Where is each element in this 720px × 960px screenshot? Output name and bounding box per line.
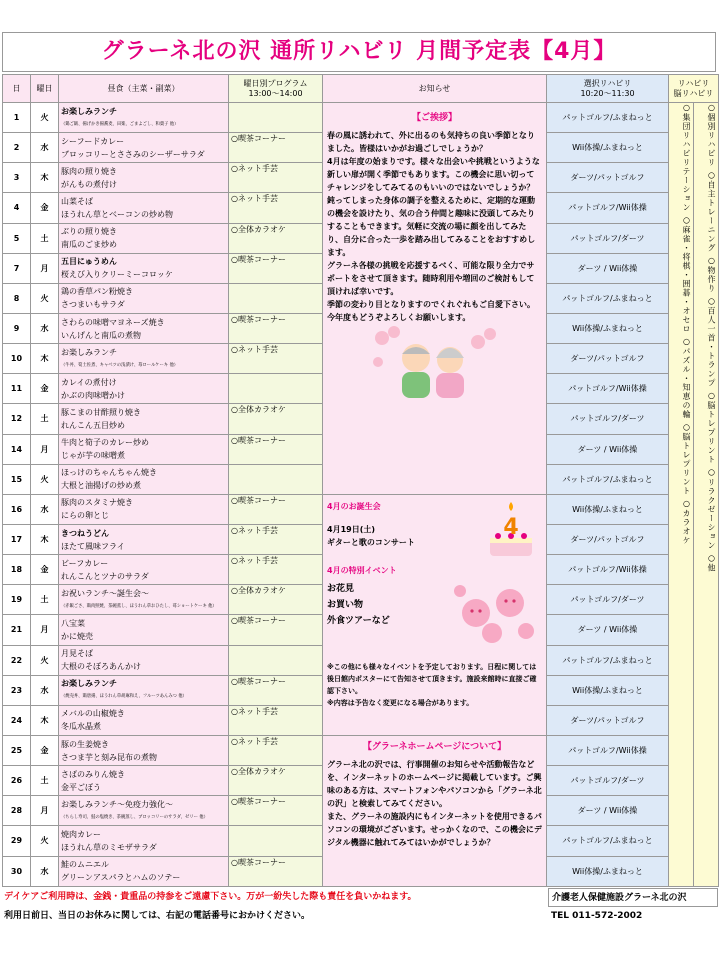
meal-cell — [59, 585, 229, 615]
day-number: 7 — [3, 253, 31, 283]
weekday: 水 — [31, 856, 59, 886]
program-cell: ○ネット手芸 — [229, 555, 323, 585]
meal-cell — [59, 856, 229, 886]
program-cell: ○ネット手芸 — [229, 735, 323, 765]
weekday: 月 — [31, 615, 59, 645]
program-cell: ○喫茶コーナー — [229, 675, 323, 705]
weekday: 金 — [31, 555, 59, 585]
select-rehab-cell: パットゴルフ/ダーツ — [547, 766, 669, 796]
meal-cell — [59, 766, 229, 796]
meal-cell — [59, 283, 229, 313]
weekday: 金 — [31, 735, 59, 765]
schedule-row — [3, 103, 719, 133]
program-cell: ○ネット手芸 — [229, 344, 323, 374]
main-dish: 豚の生姜焼き — [61, 739, 109, 749]
meal-cell — [59, 434, 229, 464]
event-note — [327, 661, 542, 709]
header-program-time: 13:00～14:00 — [248, 88, 303, 98]
select-rehab-cell: パットゴルフ/ふまねっと — [547, 283, 669, 313]
day-number: 29 — [3, 826, 31, 856]
meal-cell — [59, 705, 229, 735]
side-dish: 金平ごぼう — [61, 782, 101, 792]
birthday-desc: ギターと歌のコンサート — [327, 537, 415, 547]
select-rehab-cell: パットゴルフ/ダーツ — [547, 404, 669, 434]
program-cell: ○全体カラオケ — [229, 585, 323, 615]
side-dish: れんこん五目炒め — [61, 420, 125, 430]
program-cell — [229, 826, 323, 856]
side-dish: さつま芋と刻み昆布の煮物 — [61, 752, 157, 762]
facility-phone: TEL 011-572-2002 — [551, 911, 643, 921]
event-list — [327, 581, 390, 649]
side-dish: ほうれん草とベーコンの炒め物 — [61, 209, 173, 219]
meal-cell — [59, 223, 229, 253]
greeting-line: 鈍ってしまった身体の調子を整えるために、定期的な運動の機会を設けたり、気の合う仲間と趣味に没頭してみたりすることもできます。気軽に交流の場に顔を出してみたり、自分に合った一歩を踏み出してみることをおすすめします。 — [327, 196, 536, 257]
page-title: グラーネ北の沢 通所リハビリ 月間予定表【4月】 — [2, 32, 716, 72]
weekday: 火 — [31, 826, 59, 856]
footer-contact-note: 利用日前日、当日のお休みに関しては、右記の電話番号におかけください。 — [4, 911, 311, 921]
header-rehab2-label: 脳リハビリ — [673, 88, 714, 98]
weekday: 火 — [31, 283, 59, 313]
side-dish: 大根のそぼろあんかけ — [61, 662, 141, 672]
header-program-label: 曜日別プログラム — [243, 78, 308, 88]
side-dish: ほたて風味フライ — [61, 541, 125, 551]
meal-cell — [59, 796, 229, 826]
main-dish: シーフードカレー — [61, 136, 125, 146]
day-number: 21 — [3, 615, 31, 645]
main-dish: お楽しみランチ — [61, 106, 117, 116]
day-number: 4 — [3, 193, 31, 223]
main-dish: 豚肉の照り焼き — [61, 166, 117, 176]
program-cell: ○喫茶コーナー — [229, 615, 323, 645]
weekday: 金 — [31, 193, 59, 223]
select-rehab-cell: Wii体操/ふまねっと — [547, 313, 669, 343]
select-rehab-cell: パットゴルフ/Wii体操 — [547, 735, 669, 765]
events-notice — [323, 494, 547, 735]
main-dish: 焼肉カレー — [61, 829, 101, 839]
meal-cell — [59, 103, 229, 133]
rehab-list-2: ○個別リハビリ ○自主トレーニング ○物作り ○百人一首・トランプ ○脳トレプリント ○リラクゼーション ○他 — [694, 103, 719, 887]
event-note-line: ※内容は予告なく変更になる場合があります。 — [327, 698, 474, 707]
main-dish: 鮭のムニエル — [61, 860, 109, 870]
select-rehab-cell: パットゴルフ/ふまねっと — [547, 464, 669, 494]
program-cell: ○喫茶コーナー — [229, 434, 323, 464]
side-dish: 冬瓜水晶煮 — [61, 722, 101, 732]
weekday: 水 — [31, 675, 59, 705]
rehab-list-1: ○集団リハビリテーション ○麻雀・将棋・囲碁・オセロ ○パズル・知恵の輪 ○脳トレプリント ○カラオケ — [669, 103, 694, 887]
side-dish: グリーンアスパラとハムのソテー — [61, 873, 181, 883]
select-rehab-cell: パットゴルフ/ふまねっと — [547, 645, 669, 675]
meal-cell — [59, 675, 229, 705]
day-number: 19 — [3, 585, 31, 615]
program-cell: ○ネット手芸 — [229, 705, 323, 735]
event-note-line: ※この他にも様々なイベントを予定しております。日程に関しては後日館内ポスターにて告知させて頂きます。施設来館時に直接ご確認下さい。 — [327, 662, 537, 695]
day-number: 25 — [3, 735, 31, 765]
greeting-line: 季節の変わり目となりますのでくれぐれもご自愛下さい。 — [327, 300, 535, 309]
side-dish: 桜えび入りクリーミーコロッケ — [61, 270, 173, 280]
header-program — [229, 75, 323, 103]
program-cell: ○喫茶コーナー — [229, 313, 323, 343]
main-dish: 五目にゅうめん — [61, 257, 117, 267]
facility-name: 介護老人保健施設グラーネ北の沢 — [548, 888, 718, 907]
day-number: 24 — [3, 705, 31, 735]
select-rehab-cell: パットゴルフ/ダーツ — [547, 585, 669, 615]
program-cell: ○喫茶コーナー — [229, 253, 323, 283]
meal-cell — [59, 313, 229, 343]
schedule-row — [3, 735, 719, 765]
meal-cell — [59, 555, 229, 585]
side-dish: さつまいもサラダ — [61, 300, 125, 310]
birthday-cake-illustration — [480, 498, 542, 562]
select-rehab-cell: パットゴルフ/ふまねっと — [547, 826, 669, 856]
select-rehab-cell: パットゴルフ/Wii体操 — [547, 193, 669, 223]
weekday: 水 — [31, 133, 59, 163]
meal-cell — [59, 193, 229, 223]
birthday-number-candle: 4 — [503, 514, 519, 540]
weekday: 水 — [31, 313, 59, 343]
weekday: 火 — [31, 103, 59, 133]
program-cell: ○喫茶コーナー — [229, 494, 323, 524]
main-dish: 豚こまの甘酢照り焼き — [61, 407, 141, 417]
homepage-body — [327, 758, 542, 849]
weekday: 木 — [31, 705, 59, 735]
main-dish: 八宝菜 — [61, 618, 85, 628]
meal-cell — [59, 464, 229, 494]
side-dish: （赤飯ごさ、鶏肉照焼、茶碗蒸し、ほうれん草おひたし、苺ショートケーキ 他） — [61, 603, 217, 609]
sakura-illustration — [446, 577, 542, 649]
main-dish: お楽しみランチ — [61, 347, 117, 357]
side-dish: じゃが芋の味噌煮 — [61, 451, 125, 461]
weekday: 火 — [31, 464, 59, 494]
side-dish: （焼売丼、鶏唐揚、ほうれん草胡麻和え、フルーツあんみつ 他） — [61, 694, 187, 700]
event-item: お花見 — [327, 583, 355, 594]
meal-cell — [59, 735, 229, 765]
greeting-line: グラーネ各様の挑戦を応援するべく、可能な限り全力でサポートをさせて頂きます。随時利用や増回のご検討もして頂ければ幸いです。 — [327, 261, 535, 296]
select-rehab-cell: Wii体操/ふまねっと — [547, 675, 669, 705]
weekday: 水 — [31, 494, 59, 524]
side-dish: 南瓜のごま炒め — [61, 240, 117, 250]
weekday: 火 — [31, 645, 59, 675]
select-rehab-cell: ダーツ/パットゴルフ — [547, 163, 669, 193]
schedule-row — [3, 494, 719, 524]
weekday: 金 — [31, 374, 59, 404]
side-dish: いんげんと南瓜の煮物 — [61, 330, 141, 340]
day-number: 5 — [3, 223, 31, 253]
header-meal: 昼食（主菜・副菜） — [59, 75, 229, 103]
event-item: お買い物 — [327, 599, 364, 610]
side-dish: かに焼売 — [61, 631, 93, 641]
weekday: 木 — [31, 163, 59, 193]
weekday: 土 — [31, 223, 59, 253]
select-rehab-cell: ダーツ / Wii体操 — [547, 253, 669, 283]
meal-cell — [59, 826, 229, 856]
greeting-body — [327, 129, 542, 324]
day-number: 9 — [3, 313, 31, 343]
program-cell: ○全体カラオケ — [229, 766, 323, 796]
day-number: 30 — [3, 856, 31, 886]
day-number: 18 — [3, 555, 31, 585]
day-number: 28 — [3, 796, 31, 826]
select-rehab-cell: ダーツ / Wii体操 — [547, 796, 669, 826]
weekday: 月 — [31, 796, 59, 826]
main-dish: さわらの味噌マヨネーズ焼き — [61, 317, 165, 327]
main-dish: お楽しみランチ～免疫力強化～ — [61, 799, 173, 809]
main-dish: ほっけのちゃんちゃん焼き — [61, 468, 157, 478]
meal-cell — [59, 163, 229, 193]
meal-cell — [59, 253, 229, 283]
main-dish: カレイの煮付け — [61, 377, 117, 387]
meal-cell — [59, 404, 229, 434]
header-select-label: 選択リハビリ — [583, 78, 632, 88]
event-title: 4月の特別イベント — [327, 565, 397, 575]
side-dish: （鶏ご飯、揚げかき揚蕎麦、田楽、ごまよごし、和菓子 他） — [61, 121, 179, 127]
program-cell: ○ネット手芸 — [229, 193, 323, 223]
greeting-line: 4月は年度の始まりです。様々な出会いや挑戦というような新しい扉が開く季節でもあります。この機会に思い切ってチャレンジをしてみてるのもいいのではないでしょうか？ — [327, 157, 540, 192]
day-number: 15 — [3, 464, 31, 494]
select-rehab-cell: Wii体操/ふまねっと — [547, 133, 669, 163]
meal-cell — [59, 615, 229, 645]
homepage-notice — [323, 735, 547, 886]
day-number: 17 — [3, 524, 31, 554]
select-rehab-cell: ダーツ/パットゴルフ — [547, 524, 669, 554]
main-dish: 鶏の香草パン粉焼き — [61, 287, 133, 297]
program-cell — [229, 464, 323, 494]
side-dish: （牛丼、筍土佐煮、キャベツの浅漬け、苺ロールケーキ 他） — [61, 362, 179, 368]
weekday: 木 — [31, 344, 59, 374]
event-item: 外食ツアーなど — [327, 615, 390, 626]
greeting-line: 春の風に誘われて、外に出るのも気持ちの良い季節となりました。皆様はいかがお過ごしでしょうか？ — [327, 131, 535, 153]
footer-warning: デイケアご利用時は、金銭・貴重品の持参をご遠慮下さい。万が一紛失した際も責任を負いかねます。 — [4, 892, 417, 902]
main-dish: お祝いランチ～誕生会～ — [61, 588, 149, 598]
side-dish: ブロッコリーとささみのシーザーサラダ — [61, 149, 205, 159]
day-number: 10 — [3, 344, 31, 374]
side-dish: がんもの煮付け — [61, 179, 117, 189]
day-number: 12 — [3, 404, 31, 434]
main-dish: 牛肉と筍子のカレー炒め — [61, 438, 149, 448]
side-dish: れんこんとツナのサラダ — [61, 571, 149, 581]
day-number: 11 — [3, 374, 31, 404]
header-weekday: 曜日 — [31, 75, 59, 103]
meal-cell — [59, 344, 229, 374]
day-number: 22 — [3, 645, 31, 675]
select-rehab-cell: パットゴルフ/Wii体操 — [547, 374, 669, 404]
homepage-line: また、グラーネの施設内にもインターネットを使用できるパソコンの環境がございます。せっかくなので、この機会にデジタル機器に触れてみてはいかがでしょうか？ — [327, 811, 542, 847]
meal-cell — [59, 524, 229, 554]
main-dish: さばのみりん焼き — [61, 769, 125, 779]
meal-cell — [59, 645, 229, 675]
side-dish: ほうれん草のミモザサラダ — [61, 842, 157, 852]
header-select-time: 10:20～11:30 — [580, 88, 635, 98]
select-rehab-cell: パットゴルフ/ダーツ — [547, 223, 669, 253]
main-dish: メバルの山椒焼き — [61, 709, 125, 719]
weekday: 土 — [31, 766, 59, 796]
greeting-notice — [323, 103, 547, 495]
day-number: 16 — [3, 494, 31, 524]
program-cell — [229, 645, 323, 675]
side-dish: （ちらし寿司、鮭の塩焼き、茶碗蒸し、ブロッコリーのサラダ、ゼリー 他） — [61, 814, 208, 820]
main-dish: きつねうどん — [61, 528, 109, 538]
header-select — [547, 75, 669, 103]
side-dish: かぶの肉味噌かけ — [61, 390, 125, 400]
select-rehab-cell: ダーツ / Wii体操 — [547, 434, 669, 464]
program-cell: ○喫茶コーナー — [229, 796, 323, 826]
main-dish: お楽しみランチ — [61, 679, 117, 689]
program-cell: ○ネット手芸 — [229, 163, 323, 193]
weekday: 木 — [31, 524, 59, 554]
main-dish: 山菜そば — [61, 196, 93, 206]
weekday: 月 — [31, 253, 59, 283]
day-number: 14 — [3, 434, 31, 464]
header-day: 日 — [3, 75, 31, 103]
greeting-title: 【ご挨拶】 — [411, 113, 457, 123]
header-notice: お知らせ — [323, 75, 547, 103]
program-cell — [229, 103, 323, 133]
select-rehab-cell: パットゴルフ/Wii体操 — [547, 555, 669, 585]
meal-cell — [59, 133, 229, 163]
program-cell: ○喫茶コーナー — [229, 133, 323, 163]
day-number: 23 — [3, 675, 31, 705]
homepage-title: 【グラーネホームページについて】 — [362, 741, 507, 752]
program-cell — [229, 283, 323, 313]
select-rehab-cell: ダーツ/パットゴルフ — [547, 705, 669, 735]
main-dish: ぶりの照り焼き — [61, 227, 117, 237]
birthday-title: 4月のお誕生会 — [327, 501, 381, 511]
program-cell: ○喫茶コーナー — [229, 856, 323, 886]
birthday-date: 4月19日(土) — [327, 524, 376, 534]
day-number: 26 — [3, 766, 31, 796]
select-rehab-cell: ダーツ/パットゴルフ — [547, 344, 669, 374]
select-rehab-cell: Wii体操/ふまねっと — [547, 856, 669, 886]
program-cell: ○ネット手芸 — [229, 524, 323, 554]
schedule-table — [2, 74, 719, 887]
homepage-line: グラーネ北の沢では、行事開催のお知らせや活動報告などを、インターネットのホームページに掲載しています。ご興味のある方は、スマートフォンやパソコンから「グラーネ北の沢」と検索してみてください。 — [327, 759, 542, 808]
select-rehab-cell: ダーツ / Wii体操 — [547, 615, 669, 645]
weekday: 土 — [31, 585, 59, 615]
weekday: 月 — [31, 434, 59, 464]
side-dish: 大根と油揚げの炒め煮 — [61, 481, 141, 491]
meal-cell — [59, 374, 229, 404]
day-number: 2 — [3, 133, 31, 163]
main-dish: 豚肉のスタミナ焼き — [61, 498, 133, 508]
main-dish: 月見そば — [61, 649, 93, 659]
day-number: 1 — [3, 103, 31, 133]
side-dish: にらの卵とじ — [61, 511, 109, 521]
select-rehab-cell: パットゴルフ/ふまねっと — [547, 103, 669, 133]
day-number: 3 — [3, 163, 31, 193]
day-number: 8 — [3, 283, 31, 313]
select-rehab-cell: Wii体操/ふまねっと — [547, 494, 669, 524]
meal-cell — [59, 494, 229, 524]
elderly-couple-illustration — [370, 324, 500, 402]
greeting-line: 今年度もどうぞよろしくお願いします。 — [327, 313, 471, 322]
weekday: 土 — [31, 404, 59, 434]
header-rehab — [669, 75, 719, 103]
header-rehab-label: リハビリ — [677, 78, 710, 88]
main-dish: ビーフカレー — [61, 558, 109, 568]
program-cell: ○全体カラオケ — [229, 404, 323, 434]
program-cell — [229, 374, 323, 404]
program-cell: ○全体カラオケ — [229, 223, 323, 253]
